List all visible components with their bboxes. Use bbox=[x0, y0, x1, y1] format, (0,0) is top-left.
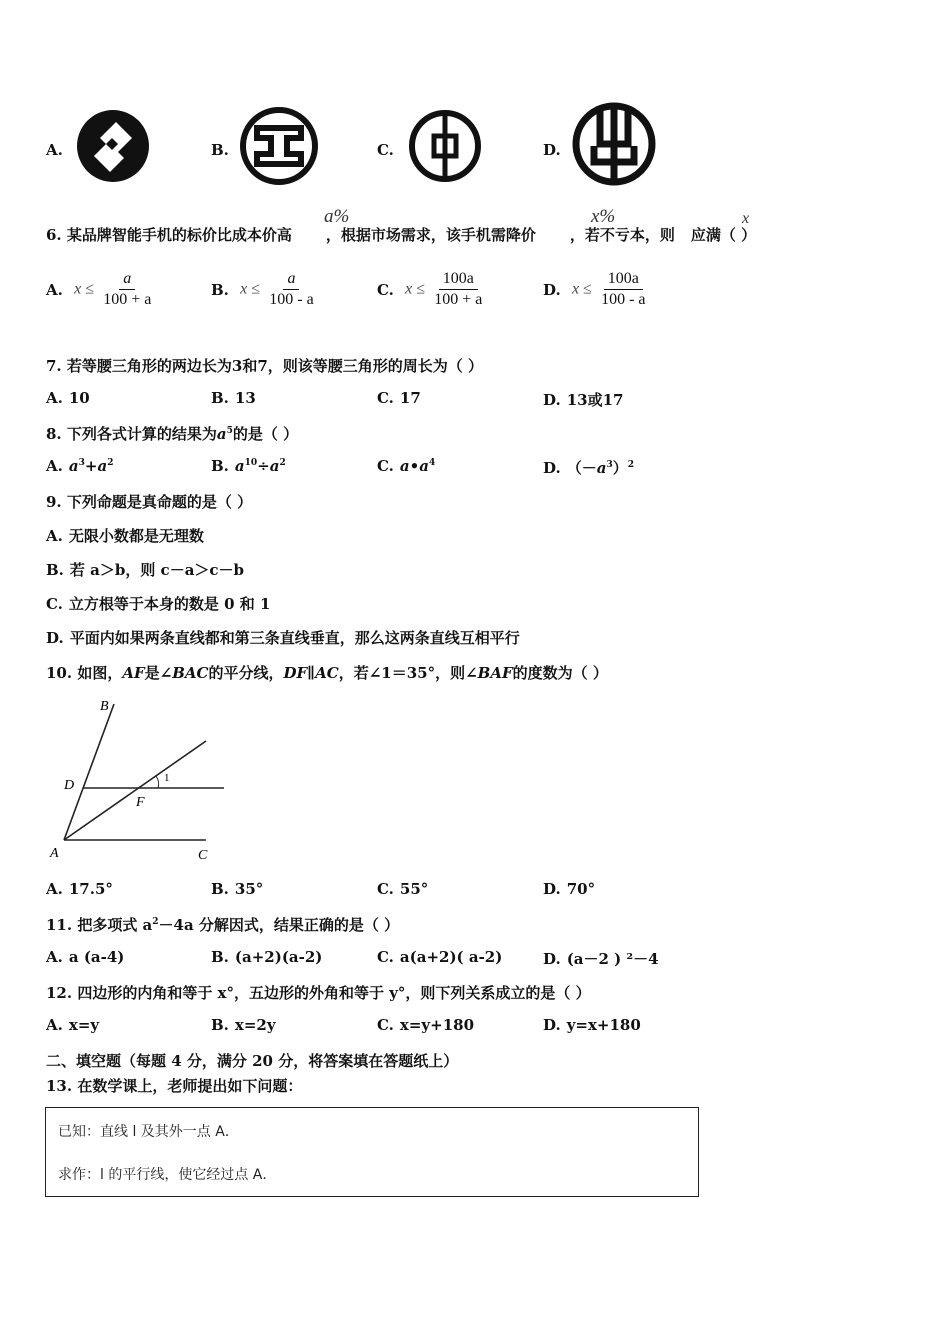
q8-stem bbox=[46, 423, 298, 444]
fraction bbox=[430, 270, 486, 309]
option-text: 13 bbox=[234, 389, 256, 407]
option-text: 35° bbox=[234, 880, 264, 898]
fraction-numerator: 100a bbox=[439, 270, 478, 290]
q8-option-b bbox=[211, 457, 286, 475]
q9-option-b bbox=[46, 559, 244, 580]
q11-exp: 2 bbox=[152, 917, 159, 927]
abc-bank-logo-icon bbox=[570, 100, 658, 188]
option-label: D. bbox=[543, 880, 561, 898]
q10-stem-part: ∥ bbox=[307, 664, 316, 682]
point-label-c: C bbox=[198, 848, 208, 863]
q10-stem-part: 的平分线， bbox=[208, 664, 284, 682]
option-label: A. bbox=[46, 389, 63, 407]
ray-af bbox=[64, 741, 206, 840]
term-base: a bbox=[596, 459, 607, 477]
operator: • bbox=[409, 457, 420, 475]
option-text: a (a-4) bbox=[68, 948, 125, 966]
option-text: 70° bbox=[566, 880, 596, 898]
option-label: A. bbox=[46, 880, 63, 898]
option-text: 17.5° bbox=[68, 880, 113, 898]
term-base: a bbox=[399, 457, 410, 475]
boc-bank-logo-icon bbox=[407, 108, 483, 184]
angle-label-1: 1 bbox=[164, 772, 170, 784]
point-label-f: F bbox=[136, 795, 145, 810]
option-label: B. bbox=[211, 1016, 229, 1034]
q7-option-d bbox=[543, 389, 623, 410]
fraction-numerator: 100a bbox=[604, 270, 643, 290]
q5-option-d bbox=[543, 141, 561, 159]
option-label: B. bbox=[211, 457, 229, 475]
q8-exp: 5 bbox=[226, 426, 233, 436]
q6-percent-a: a% bbox=[324, 206, 350, 227]
q6-stem bbox=[46, 224, 756, 245]
term-exp: 10 bbox=[244, 458, 258, 468]
q11-option-b bbox=[211, 948, 322, 966]
term-base: a bbox=[97, 457, 108, 475]
option-label: D. bbox=[46, 629, 64, 647]
paren-open: （－ bbox=[566, 459, 597, 477]
term-base: a bbox=[419, 457, 429, 475]
fraction bbox=[99, 270, 155, 309]
q12-option-c bbox=[377, 1016, 474, 1034]
q10-stem-part: 10. 如图， bbox=[46, 664, 123, 682]
q7-option-b bbox=[211, 389, 256, 407]
term-base: a bbox=[234, 457, 245, 475]
fraction bbox=[597, 270, 649, 309]
q11-stem-part: 11. 把多项式 a bbox=[46, 916, 153, 934]
option-label: B. bbox=[46, 561, 64, 579]
q9-option-d bbox=[46, 627, 520, 648]
q10-stem bbox=[46, 662, 608, 683]
option-label: C. bbox=[377, 389, 394, 407]
point-label-a: A bbox=[50, 846, 59, 861]
option-label: B. bbox=[211, 389, 229, 407]
option-label: B. bbox=[211, 280, 229, 299]
q10-option-d bbox=[543, 880, 595, 898]
option-text: 立方根等于本身的数是 0 和 1 bbox=[68, 595, 271, 613]
inequality-prefix: x ≤ bbox=[571, 280, 592, 298]
q6-option-c bbox=[377, 270, 486, 309]
option-label: B. bbox=[211, 880, 229, 898]
q7-stem: 7. 若等腰三角形的两边长为3和7，则该等腰三角形的周长为（ ） bbox=[46, 357, 483, 375]
option-label: A. bbox=[46, 527, 63, 545]
q10-angle: BAF bbox=[477, 664, 513, 682]
option-label: D. bbox=[543, 280, 561, 299]
q8-var: a bbox=[216, 425, 227, 443]
q6-option-b bbox=[211, 270, 318, 309]
option-text: 若 a＞b，则 c－a＞c－b bbox=[69, 561, 245, 579]
option-text: 无限小数都是无理数 bbox=[68, 527, 204, 545]
fraction-denominator: 100 + a bbox=[103, 291, 152, 308]
q10-stem-part: 是∠ bbox=[144, 664, 173, 682]
term-base: a bbox=[68, 457, 79, 475]
option-text: 17 bbox=[399, 389, 421, 407]
fraction-denominator: 100 - a bbox=[601, 291, 646, 308]
q8-option-a bbox=[46, 457, 113, 475]
option-text: 平面内如果两条直线都和第三条直线垂直，那么这两条直线互相平行 bbox=[69, 629, 520, 647]
option-text: (a－2 ) ²－4 bbox=[566, 950, 659, 968]
paren-close: ） bbox=[612, 459, 628, 477]
q7-option-a bbox=[46, 389, 90, 407]
term-exp: 2 bbox=[107, 458, 114, 468]
q13-stem: 13. 在数学课上，老师提出如下问题： bbox=[46, 1077, 303, 1095]
icbc-bank-logo-icon bbox=[239, 106, 319, 186]
option-label: C. bbox=[377, 1016, 394, 1034]
q10-option-b bbox=[211, 880, 263, 898]
ccb-bank-logo-icon bbox=[76, 108, 152, 184]
fraction-denominator: 100 - a bbox=[269, 291, 314, 308]
q6-option-d bbox=[543, 270, 650, 309]
option-label: C. bbox=[377, 457, 394, 475]
q10-option-c bbox=[377, 880, 428, 898]
q6-percent-x: x% bbox=[591, 206, 616, 227]
q9-option-a bbox=[46, 525, 204, 546]
fraction-denominator: 100 + a bbox=[434, 291, 483, 308]
q10-stem-part: 的度数为（ ） bbox=[512, 664, 608, 682]
option-label: D. bbox=[543, 1016, 561, 1034]
inequality-prefix: x ≤ bbox=[240, 280, 261, 298]
q11-stem bbox=[46, 914, 399, 935]
q5-option-c bbox=[377, 141, 394, 159]
option-label: C. bbox=[377, 880, 394, 898]
q5-option-a bbox=[46, 141, 63, 159]
q11-stem-part: －4a 分解因式，结果正确的是（ ） bbox=[158, 916, 400, 934]
q13-problem-box bbox=[45, 1107, 699, 1197]
option-label: D. bbox=[543, 141, 561, 159]
term-exp: 3 bbox=[78, 458, 85, 468]
term-exp: 3 bbox=[606, 460, 613, 470]
q10-geometry-figure bbox=[40, 690, 240, 870]
q6-stem-part: 应满（ ） bbox=[690, 226, 757, 244]
q10-segment: AC bbox=[315, 664, 339, 682]
fraction-numerator: a bbox=[119, 270, 135, 290]
q10-segment: DF bbox=[283, 664, 308, 682]
term-exp: 2 bbox=[279, 458, 286, 468]
q6-stem-part: ，若不亏本，则 bbox=[569, 226, 675, 244]
q7-option-c bbox=[377, 389, 421, 407]
option-label: D. bbox=[543, 391, 561, 409]
option-label: A. bbox=[46, 280, 63, 299]
option-label: C. bbox=[377, 280, 394, 299]
option-label: C. bbox=[377, 141, 394, 159]
operator: ÷ bbox=[257, 457, 270, 475]
term-exp: 4 bbox=[428, 458, 436, 468]
q9-option-c bbox=[46, 593, 270, 614]
option-label: D. bbox=[543, 950, 561, 968]
option-label: C. bbox=[46, 595, 63, 613]
option-text: 13或17 bbox=[566, 391, 624, 409]
fraction-numerator: a bbox=[283, 270, 299, 290]
q6-var-x: x bbox=[742, 210, 750, 227]
option-label: A. bbox=[46, 1016, 63, 1034]
q11-option-c bbox=[377, 948, 502, 966]
fraction bbox=[265, 270, 317, 309]
q6-stem-part: ，根据市场需求，该手机需降价 bbox=[325, 226, 536, 244]
ray-ab bbox=[64, 704, 114, 840]
q12-option-a bbox=[46, 1016, 99, 1034]
q5-option-b bbox=[211, 141, 229, 159]
option-label: B. bbox=[211, 948, 229, 966]
option-label: A. bbox=[46, 948, 63, 966]
option-label: B. bbox=[211, 141, 229, 159]
q10-option-a bbox=[46, 880, 113, 898]
section-title: 二、填空题（每题 4 分，满分 20 分，将答案填在答题纸上） bbox=[46, 1052, 459, 1070]
inequality-prefix: x ≤ bbox=[74, 280, 94, 298]
angle-1-arc bbox=[156, 776, 159, 788]
option-label: C. bbox=[377, 948, 394, 966]
q8-option-d bbox=[543, 457, 634, 478]
q10-angle: BAC bbox=[172, 664, 209, 682]
point-label-d: D bbox=[64, 778, 75, 793]
option-text: (a+2)(a-2) bbox=[234, 948, 323, 966]
q13-construct-line: 求作：l 的平行线，使它经过点 A． bbox=[58, 1167, 277, 1183]
option-text: y=x+180 bbox=[566, 1016, 641, 1034]
option-text: x=y bbox=[68, 1016, 100, 1034]
option-label: A. bbox=[46, 141, 63, 159]
q12-option-d bbox=[543, 1016, 641, 1034]
q6-stem-part: 6. 某品牌智能手机的标价比成本价高 bbox=[46, 226, 292, 244]
q9-stem: 9. 下列命题是真命题的是（ ） bbox=[46, 493, 253, 511]
q12-stem: 12. 四边形的内角和等于 x°，五边形的外角和等于 y°，则下列关系成立的是（ ） bbox=[46, 984, 591, 1002]
term-exp: 2 bbox=[627, 460, 634, 470]
q11-option-d bbox=[543, 948, 659, 969]
q8-stem-part: 的是（ ） bbox=[232, 425, 299, 443]
option-text: x=2y bbox=[234, 1016, 276, 1034]
option-text: a(a+2)( a-2) bbox=[399, 948, 503, 966]
option-text: 55° bbox=[399, 880, 429, 898]
option-text: 10 bbox=[68, 389, 90, 407]
q12-option-b bbox=[211, 1016, 276, 1034]
operator: + bbox=[84, 457, 98, 475]
q8-stem-part: 8. 下列各式计算的结果为 bbox=[46, 425, 217, 443]
option-label: D. bbox=[543, 459, 561, 477]
q8-option-c bbox=[377, 457, 435, 475]
q10-segment: AF bbox=[122, 664, 145, 682]
option-label: A. bbox=[46, 457, 63, 475]
q10-stem-part: ，若∠1＝35°，则∠ bbox=[338, 664, 478, 682]
term-base: a bbox=[269, 457, 280, 475]
option-text: x=y+180 bbox=[399, 1016, 475, 1034]
q11-option-a bbox=[46, 948, 124, 966]
q13-given-line: 已知：直线 l 及其外一点 A． bbox=[58, 1124, 239, 1140]
q6-option-a bbox=[46, 270, 155, 309]
point-label-b: B bbox=[100, 699, 109, 714]
inequality-prefix: x ≤ bbox=[405, 280, 426, 298]
